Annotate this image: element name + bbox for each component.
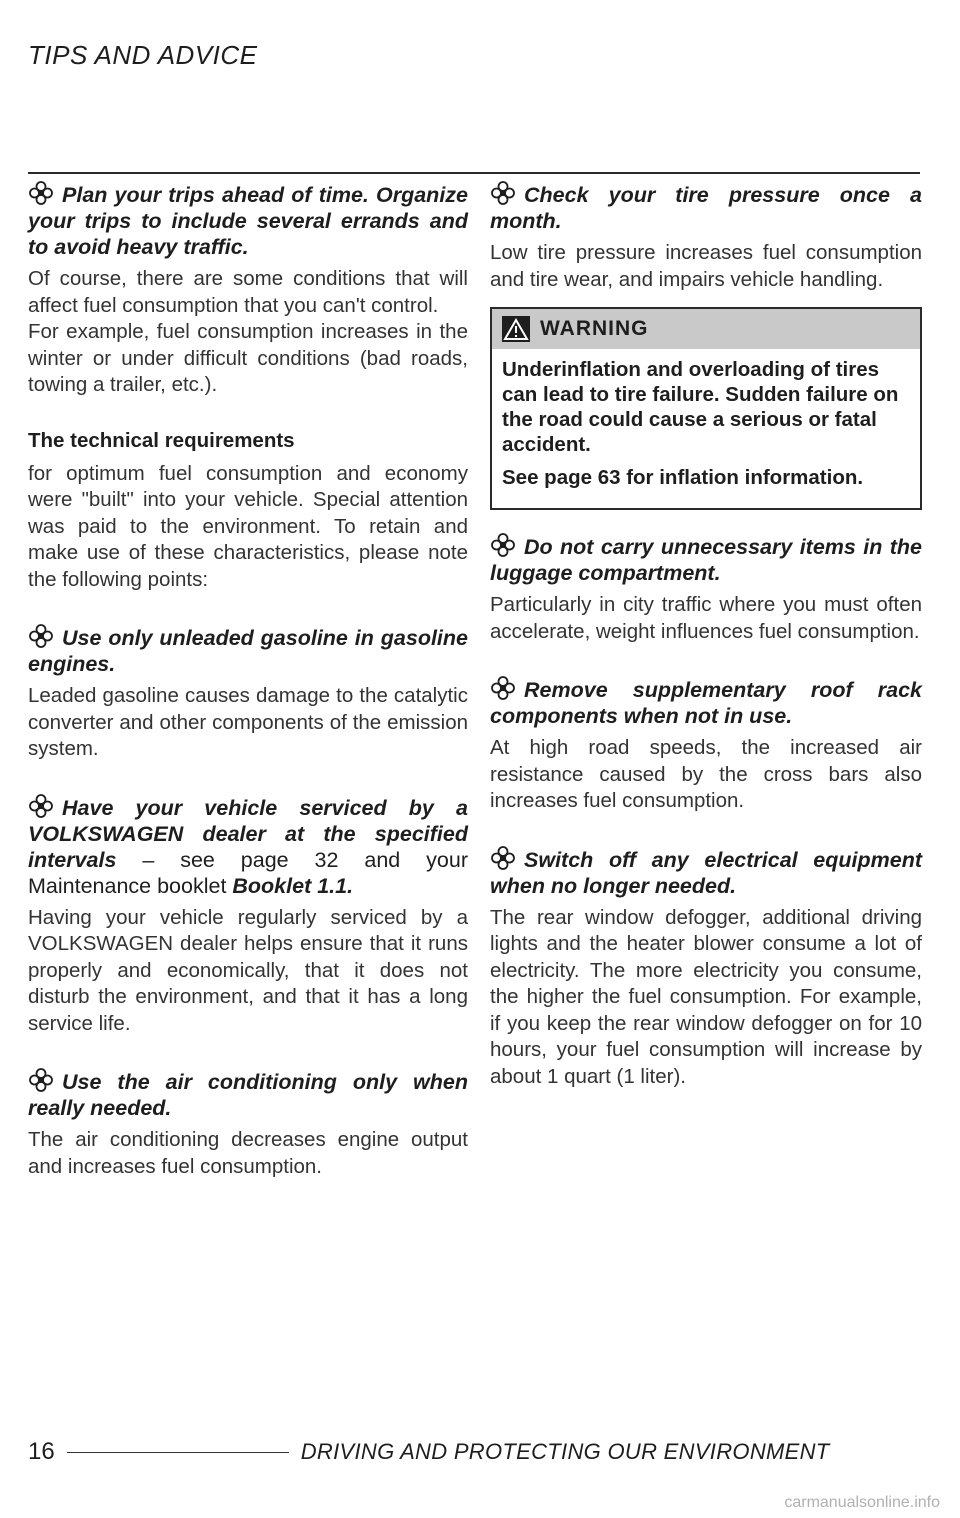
flower-icon [490,675,516,701]
tip-unleaded-gasoline [28,623,468,763]
flower-icon [28,1067,54,1093]
tip-title: Switch off any electrical equipment when no longer needed. [490,847,922,898]
left-column [28,180,468,1188]
right-column [490,180,922,1098]
tip-luggage [490,532,922,645]
page-header: TIPS AND ADVICE [28,40,258,70]
tip-body: Particularly in city traffic where you must often accelerate, weight influences fuel consumption. [490,593,922,643]
tip-body: Low tire pressure increases fuel consumption and tire wear, and impairs vehicle handling. [490,241,922,291]
section-heading: The technical requirements [28,428,295,452]
tip-electrical [490,845,922,1091]
flower-icon [28,623,54,649]
footer-section-title: DRIVING AND PROTECTING OUR ENVIRONMENT [300,1439,830,1464]
tip-plan-trips [28,180,468,399]
tip-roof-rack [490,675,922,815]
tip-body: At high road speeds, the increased air resistance caused by the cross bars also increases fuel consumption. [490,736,922,812]
tip-body-2: For example, fuel consumption increases in the winter or under difficult conditions (bad roads, towing a trailer, etc.). [28,320,468,396]
tip-body: Leaded gasoline causes damage to the catalytic converter and other components of the emission system. [28,684,468,760]
warning-box [490,307,922,510]
warning-header [492,309,920,349]
page-footer [28,1438,928,1466]
page-number: 16 [28,1438,55,1465]
tip-service-intervals [28,793,468,1038]
tip-body: Having your vehicle regularly serviced by a VOLKSWAGEN dealer helps ensure that it runs properly and economically, that it does not disturb the environment, and that it has a long service life. [28,905,468,1035]
tip-title: Use only unleaded gasoline in gasoline engines. [28,626,468,676]
tip-title: Do not carry unnecessary items in the luggage compartment. [490,535,922,585]
section-body: for optimum fuel consumption and economy were "built" into your vehicle. Special attention was paid to the environment. To retain and make use of these characteristics, please note the following points: [28,461,468,591]
tip-body: The air conditioning decreases engine output and increases fuel consumption. [28,1128,468,1178]
warning-paragraph-1: Underinflation and overloading of tires can lead to tire failure. Sudden failure on the road could cause a serious or fatal accident. [502,358,899,456]
footer-rule [67,1452,289,1453]
flower-icon [28,180,54,206]
header-rule [28,172,920,174]
tip-title: Check your tire pressure once a month. [490,183,922,233]
warning-text [492,349,920,508]
tip-tire-pressure [490,180,922,293]
page-reference: – see page 32 and your Maintenance booklet [28,847,468,898]
flower-icon [28,793,54,819]
tip-air-conditioning [28,1067,468,1180]
watermark: carmanualsonline.info [784,1494,940,1511]
warning-paragraph-2: See page 63 for inflation information. [502,466,864,489]
booklet-reference: Booklet 1.1. [232,873,354,898]
tip-body: The rear window defogger, additional driving lights and the heater blower consume a lot of electricity. The more electricity you consume, the higher the fuel consumption. For example, if you keep the rear window defogger on for 10 hours, your fuel consumption will increase by about 1 quart (1 liter). [490,905,922,1088]
technical-requirements [28,429,468,594]
tip-title: Remove supplementary roof rack components when not in use. [490,678,922,728]
warning-triangle-icon [502,316,530,342]
tip-title: Use the air conditioning only when really needed. [28,1070,468,1120]
tip-title: Have your vehicle serviced by a VOLKSWAGEN dealer at the specified intervals [28,795,468,872]
flower-icon [490,532,516,558]
flower-icon [490,845,516,871]
warning-label: WARNING [540,317,649,340]
tip-body: Of course, there are some conditions that will affect fuel consumption that you can't control. [28,267,468,317]
tip-title: Plan your trips ahead of time. Organize your trips to include several errands and to avoid heavy traffic. [28,183,468,259]
flower-icon [490,180,516,206]
